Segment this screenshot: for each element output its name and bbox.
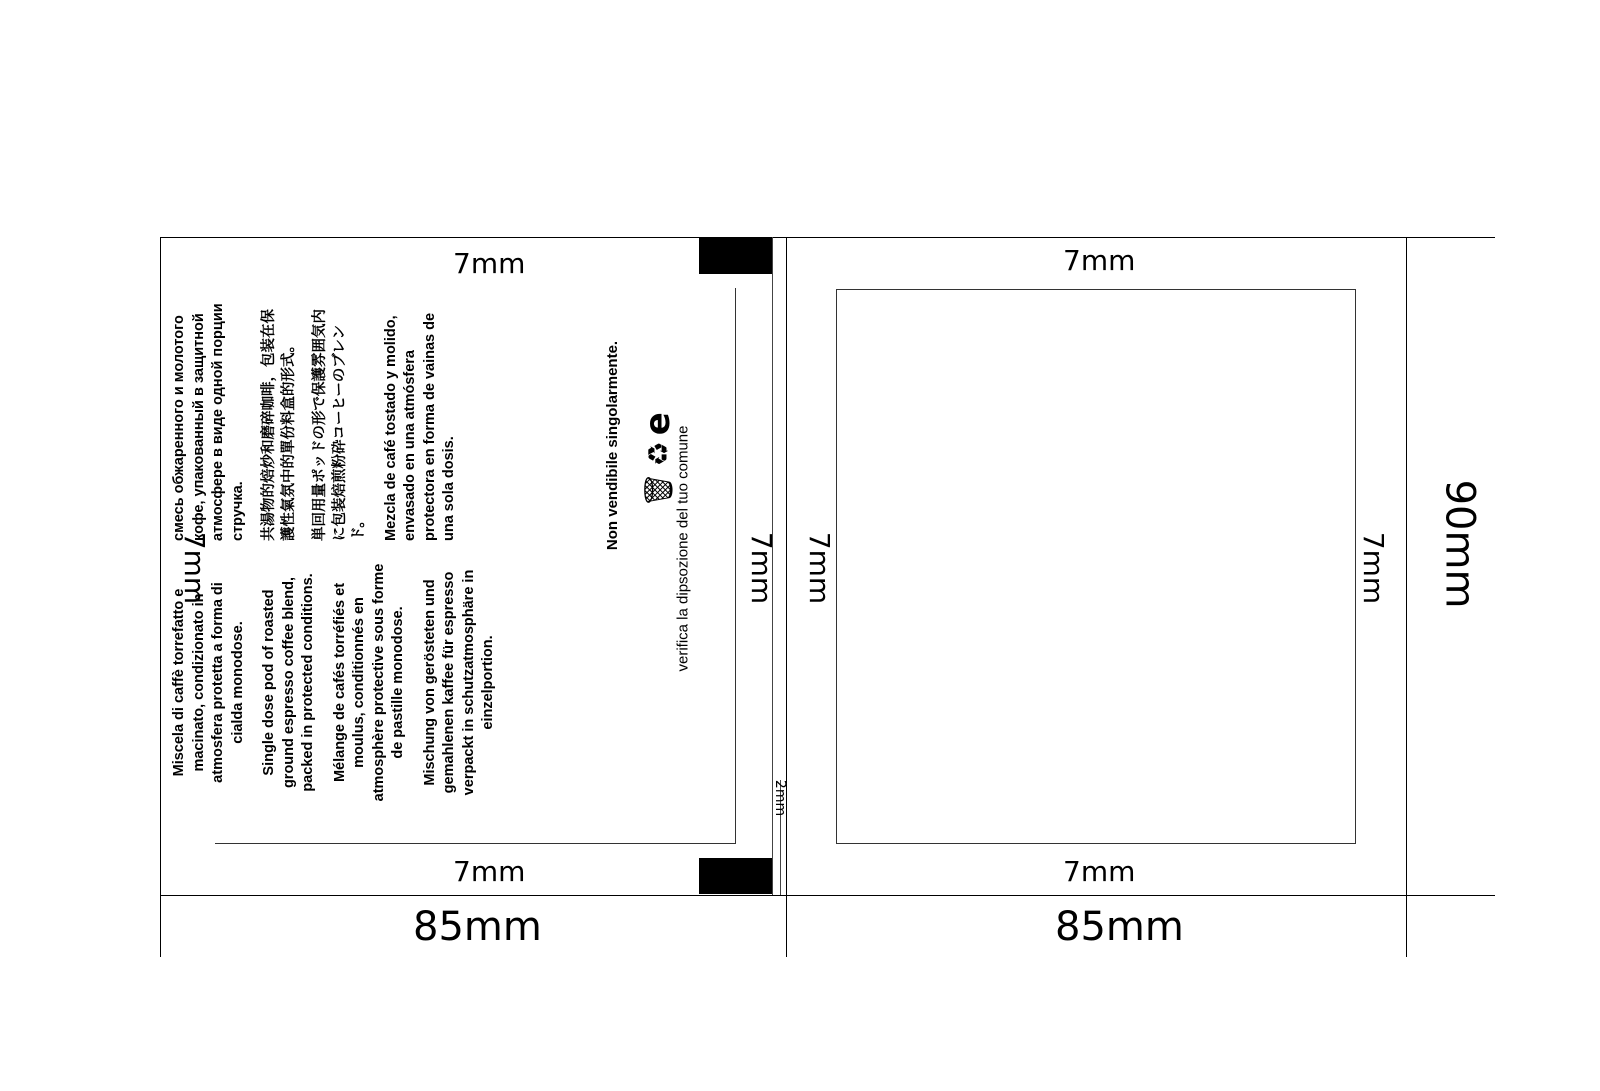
- top-black-mark: [699, 238, 772, 274]
- right-right-dimension: 7mm: [1357, 531, 1391, 605]
- left-width-dimension: 85mm: [413, 904, 542, 950]
- right-width-dimension: 85mm: [1055, 904, 1184, 950]
- text-italian: Miscela di caffè torrefatto e macinato, condizionato in atmosfera protetta a forma di cialda monodose.: [171, 582, 246, 783]
- outer-left-line: [160, 237, 161, 957]
- text-chinese: 共湯物的焙炒和磨碎咖啡，包装在保護性氣氛中的單份料盒的形式。: [261, 309, 297, 541]
- text-english: Single dose pod of roasted ground espresso coffee blend, packed in protected conditions.: [261, 573, 316, 792]
- gap-dimension: 2mm: [772, 779, 789, 817]
- recycling-logo: [638, 412, 678, 508]
- outer-right-line: [1406, 237, 1407, 957]
- left-left-dimension: 7mm: [178, 531, 212, 605]
- left-right-dimension: 7mm: [745, 531, 779, 605]
- text-french: Mélange de cafés torréfiés et moulus, conditionnés en atmosphère protective sous forme de pastille monodose.: [331, 563, 406, 802]
- outer-top-line: [160, 237, 1495, 238]
- middle-divider-line: [786, 237, 787, 957]
- right-inner-box: [836, 289, 1356, 844]
- not-for-sale-text: Non vendibile singolarmente.: [604, 340, 622, 551]
- left-top-dimension: 7mm: [453, 247, 526, 280]
- right-bottom-dimension: 7mm: [1063, 855, 1136, 888]
- logo-letter: e: [637, 412, 678, 436]
- bin-icon: 🗑: [641, 472, 675, 508]
- right-left-dimension: 7mm: [803, 531, 837, 605]
- text-japanese: 単回用量ポッドの形で保護雰囲気内に包装焙煎粉砕コーヒーのブレンド。: [312, 309, 367, 541]
- recycle-icon: ♻: [641, 441, 675, 467]
- bottom-black-mark: [699, 858, 772, 894]
- outer-bottom-line: [160, 895, 1495, 896]
- text-russian: смесь обжаренного и молотого кофе, упакованный в защитной атмосфере в виде одной порции стручка.: [171, 303, 246, 541]
- verify-text: verifica la dipsozione del tuo comune: [674, 425, 692, 672]
- text-german: Mischung von gerösteten und gemahlenen kaffee für espresso verpackt in schutzatmosphäre in einzelportion.: [421, 569, 496, 796]
- right-top-dimension: 7mm: [1063, 244, 1136, 277]
- label-column-1: [170, 563, 690, 802]
- text-spanish: Mezcla de café tostado y molido, envasado en una atmósfera protectora en forma de vainas de una sola dosis.: [382, 312, 457, 541]
- height-dimension: 90mm: [1436, 479, 1483, 609]
- left-bottom-dimension: 7mm: [453, 855, 526, 888]
